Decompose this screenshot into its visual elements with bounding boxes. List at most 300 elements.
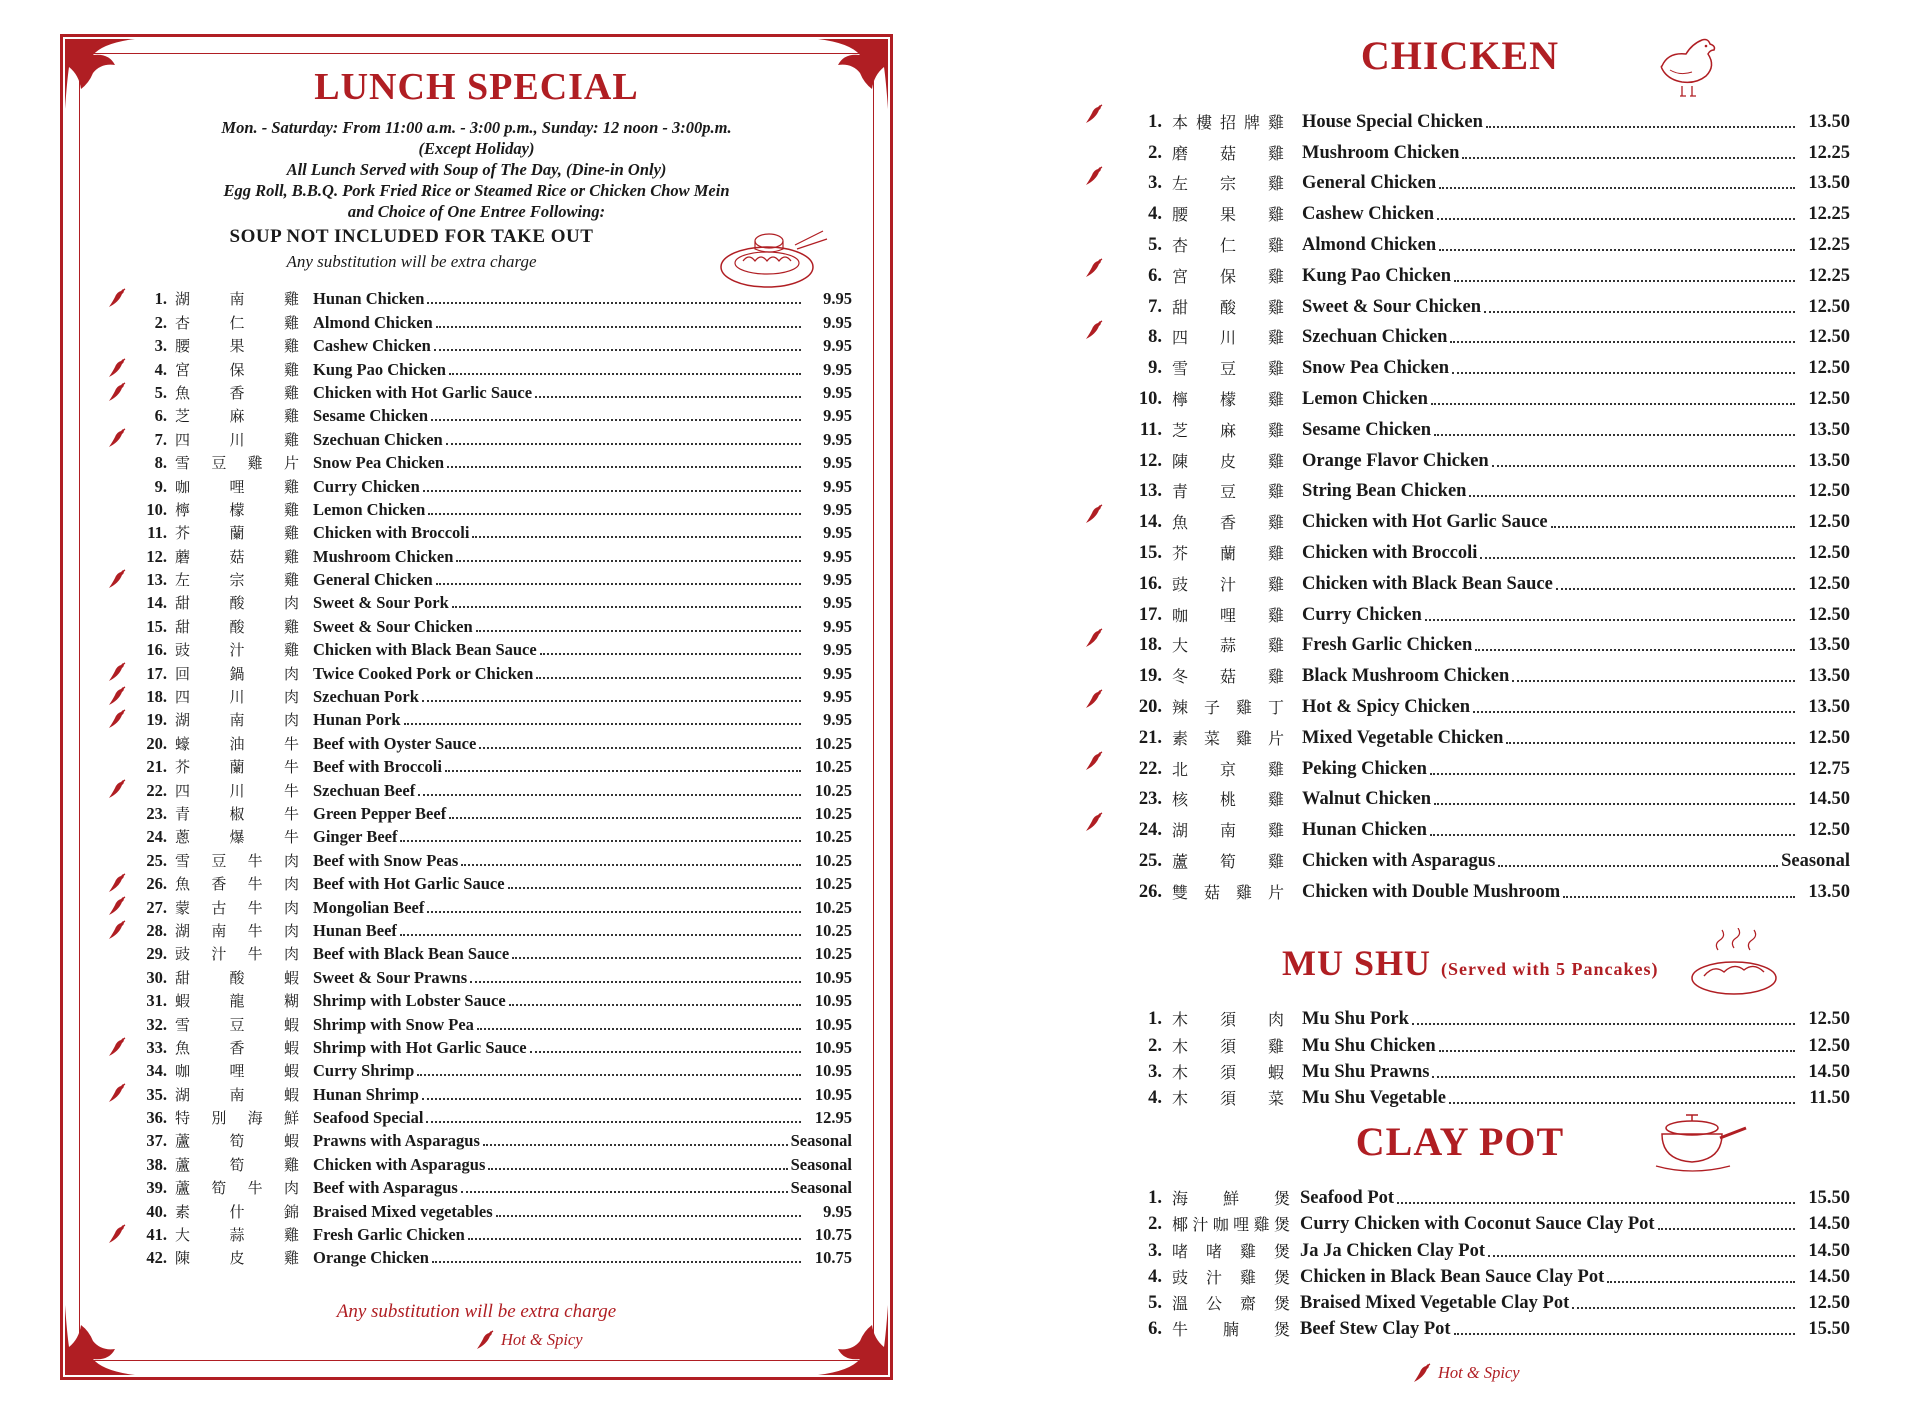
item-price: 12.50 xyxy=(1808,604,1850,625)
menu-item xyxy=(107,497,852,520)
dot-leader xyxy=(426,1121,801,1123)
item-chinese-name xyxy=(175,990,299,1011)
chinese-character: 保 xyxy=(229,360,245,379)
item-number: 18. xyxy=(146,687,167,707)
chinese-character: 雪 xyxy=(175,454,191,473)
chinese-character: 豉 xyxy=(175,945,191,964)
item-name: Hunan Pork xyxy=(313,710,401,730)
chinese-character: 筍 xyxy=(211,1179,227,1198)
item-chinese-name xyxy=(1172,818,1284,841)
item-price: 15.50 xyxy=(1808,1319,1850,1340)
item-chinese-name xyxy=(175,803,299,824)
dot-leader xyxy=(449,817,801,819)
item-chinese-name xyxy=(1172,418,1284,441)
item-price: 12.50 xyxy=(1808,727,1850,748)
chinese-character: 仁 xyxy=(1219,235,1236,255)
chinese-character: 川 xyxy=(1219,328,1236,348)
item-price: 12.50 xyxy=(1808,1035,1850,1056)
chinese-character: 肉 xyxy=(283,1179,299,1198)
chinese-character: 牛 xyxy=(283,828,299,847)
item-chinese-name xyxy=(1172,1265,1290,1288)
chinese-character: 芥 xyxy=(175,524,191,543)
menu-item xyxy=(1070,656,1850,687)
chinese-character: 宮 xyxy=(175,360,191,379)
item-chinese-name xyxy=(1172,264,1284,287)
menu-item xyxy=(107,988,852,1011)
item-number: 2. xyxy=(1148,1035,1162,1056)
menu-item xyxy=(1070,626,1850,657)
dot-leader xyxy=(1484,311,1795,313)
item-price: 10.25 xyxy=(814,733,852,753)
item-number: 6. xyxy=(154,406,167,426)
chinese-character: 蘆 xyxy=(175,1155,191,1174)
item-name: Fresh Garlic Chicken xyxy=(1302,635,1473,656)
item-price: 9.95 xyxy=(823,640,852,660)
item-name: Chicken with Black Bean Sauce xyxy=(1302,573,1553,594)
item-name: Beef with Hot Garlic Sauce xyxy=(313,874,505,894)
item-price: 14.50 xyxy=(1808,1061,1850,1082)
menu-item xyxy=(1070,872,1850,903)
item-price: 14.50 xyxy=(1808,1214,1850,1235)
chinese-character: 雪 xyxy=(1172,359,1189,379)
chinese-character: 核 xyxy=(1172,790,1189,810)
chinese-character: 芥 xyxy=(175,758,191,777)
chinese-character: 北 xyxy=(1172,759,1189,779)
chinese-character: 雞 xyxy=(283,547,299,566)
chinese-character: 雞 xyxy=(283,337,299,356)
item-name: Hunan Chicken xyxy=(1302,820,1427,841)
item-chinese-name xyxy=(1172,479,1284,502)
chinese-character: 雞 xyxy=(283,383,299,402)
item-price: 10.25 xyxy=(814,874,852,894)
item-chinese-name xyxy=(175,1154,299,1175)
chinese-character: 蝦 xyxy=(175,992,191,1011)
chinese-character: 須 xyxy=(1219,1010,1236,1030)
chinese-character: 左 xyxy=(175,571,191,590)
lunch-hours: Mon. - Saturday: From 11:00 a.m. - 3:00 p.m., Sunday: 12 noon - 3:00p.m. xyxy=(221,118,732,137)
menu-item xyxy=(107,871,852,894)
chinese-character: 牛 xyxy=(247,875,263,894)
chinese-character: 爆 xyxy=(229,828,245,847)
item-number: 31. xyxy=(146,991,167,1011)
dot-leader xyxy=(1432,1076,1795,1078)
item-number: 19. xyxy=(1138,666,1162,687)
item-chinese-name xyxy=(1172,1317,1290,1340)
chinese-character: 雞 xyxy=(283,524,299,543)
item-name: Curry Chicken xyxy=(1302,604,1422,625)
chinese-character: 雪 xyxy=(175,1015,191,1034)
item-number: 38. xyxy=(146,1154,167,1174)
item-chinese-name xyxy=(175,288,299,309)
chinese-character: 豆 xyxy=(211,454,227,473)
menu-item xyxy=(107,730,852,753)
item-price: 12.50 xyxy=(1808,358,1850,379)
item-price: 10.25 xyxy=(814,850,852,870)
chinese-character: 酸 xyxy=(229,594,245,613)
chinese-character: 菇 xyxy=(1219,667,1236,687)
item-number: 25. xyxy=(146,850,167,870)
item-name: Almond Chicken xyxy=(313,312,433,332)
chinese-character: 豆 xyxy=(211,851,227,870)
item-price: 12.75 xyxy=(1808,758,1850,779)
chinese-character: 陳 xyxy=(1172,451,1189,471)
chinese-character: 牛 xyxy=(283,734,299,753)
chinese-character: 特 xyxy=(175,1109,191,1128)
item-chinese-name xyxy=(175,359,299,380)
chinese-character: 甜 xyxy=(175,968,191,987)
item-name: Sesame Chicken xyxy=(313,406,429,426)
item-number: 9. xyxy=(154,476,167,496)
menu-item xyxy=(107,403,852,426)
item-chinese-name xyxy=(1172,849,1284,872)
chinese-character: 溫 xyxy=(1172,1293,1189,1313)
chinese-character: 蘭 xyxy=(229,524,245,543)
menu-item xyxy=(107,286,852,309)
chinese-character: 蝦 xyxy=(283,1038,299,1057)
chinese-character: 椒 xyxy=(229,804,245,823)
menu-item xyxy=(1070,133,1850,164)
menu-item xyxy=(1070,1057,1850,1083)
dot-leader xyxy=(1486,126,1795,128)
dot-leader xyxy=(400,840,801,842)
chinese-character: 牛 xyxy=(283,781,299,800)
item-name: Seafood Pot xyxy=(1300,1188,1395,1209)
chinese-character: 香 xyxy=(211,875,227,894)
item-number: 1. xyxy=(154,289,167,309)
item-number: 22. xyxy=(146,780,167,800)
chinese-character: 筍 xyxy=(229,1155,245,1174)
item-price: 12.50 xyxy=(1808,1009,1850,1030)
chili-pepper-icon xyxy=(1412,1362,1432,1384)
chinese-character: 辣 xyxy=(1172,697,1189,717)
chinese-character: 雞 xyxy=(1267,821,1284,841)
menu-item xyxy=(1070,379,1850,410)
item-name: Green Pepper Beef xyxy=(313,803,447,823)
chinese-character: 雞 xyxy=(283,641,299,660)
chinese-character: 木 xyxy=(1172,1036,1189,1056)
chili-pepper-icon xyxy=(1084,165,1104,187)
item-chinese-name xyxy=(1172,1034,1284,1057)
item-number: 11. xyxy=(147,523,167,543)
item-number: 5. xyxy=(1148,1292,1162,1313)
dot-leader xyxy=(1475,649,1795,651)
menu-item xyxy=(1070,718,1850,749)
chinese-character: 檸 xyxy=(175,500,191,519)
menu-item xyxy=(107,426,852,449)
menu-item xyxy=(1070,595,1850,626)
item-number: 13. xyxy=(1138,481,1162,502)
hot-spicy-legend xyxy=(475,1329,583,1351)
item-chinese-name xyxy=(175,663,299,684)
item-name: Curry Chicken with Coconut Sauce Clay Pot xyxy=(1300,1214,1655,1235)
chinese-character: 椰 xyxy=(1172,1215,1189,1235)
chinese-character: 菇 xyxy=(1219,143,1236,163)
item-chinese-name xyxy=(175,569,299,590)
chinese-character: 咖 xyxy=(175,477,191,496)
item-number: 3. xyxy=(1148,173,1162,194)
chili-pepper-icon xyxy=(1084,103,1104,125)
dot-leader xyxy=(1452,372,1795,374)
item-name: Chicken with Hot Garlic Sauce xyxy=(313,382,533,402)
item-price: 9.95 xyxy=(823,359,852,379)
chinese-character: 冬 xyxy=(1172,667,1189,687)
item-name: Beef with Asparagus xyxy=(313,1178,458,1198)
chinese-character: 南 xyxy=(229,1085,245,1104)
item-number: 12. xyxy=(146,546,167,566)
chinese-character: 素 xyxy=(1172,728,1189,748)
chinese-character: 豆 xyxy=(1219,359,1236,379)
item-name: Sweet & Sour Chicken xyxy=(1302,296,1482,317)
chinese-character: 牌 xyxy=(1243,112,1260,132)
item-name: House Special Chicken xyxy=(1302,111,1483,132)
chinese-character: 雞 xyxy=(283,290,299,309)
item-number: 4. xyxy=(1148,204,1162,225)
chinese-character: 南 xyxy=(1219,821,1236,841)
lunch-footer-note: Any substitution will be extra charge xyxy=(336,1301,617,1322)
chinese-character: 四 xyxy=(1172,328,1189,348)
lunch-menu-list xyxy=(107,286,852,1268)
item-name: Chicken with Hot Garlic Sauce xyxy=(1302,512,1548,533)
dot-leader xyxy=(461,1191,788,1193)
item-number: 3. xyxy=(1148,1240,1162,1261)
chinese-character: 雞 xyxy=(1267,605,1284,625)
dot-leader xyxy=(422,1098,801,1100)
item-chinese-name xyxy=(1172,202,1284,225)
item-price: 9.95 xyxy=(823,429,852,449)
dot-leader xyxy=(428,513,801,515)
item-chinese-name xyxy=(175,335,299,356)
chili-pepper-icon xyxy=(1084,627,1104,649)
item-name: Hunan Shrimp xyxy=(313,1084,419,1104)
chinese-character: 大 xyxy=(1172,636,1189,656)
chinese-character: 片 xyxy=(1267,882,1284,902)
item-name: Seafood Special xyxy=(313,1108,424,1128)
item-price: 13.50 xyxy=(1808,173,1850,194)
chinese-character: 湖 xyxy=(1172,821,1189,841)
dot-leader xyxy=(1434,803,1795,805)
chinese-character: 肉 xyxy=(283,688,299,707)
item-price: 12.50 xyxy=(1808,512,1850,533)
chinese-character: 杏 xyxy=(1172,235,1189,255)
dot-leader xyxy=(461,864,801,866)
item-name: Beef with Black Bean Sauce xyxy=(313,944,510,964)
menu-item xyxy=(107,1128,852,1151)
item-price: 12.50 xyxy=(1808,327,1850,348)
item-chinese-name xyxy=(1172,233,1284,256)
chinese-character: 須 xyxy=(1219,1062,1236,1082)
chinese-character: 雞 xyxy=(247,454,263,473)
chili-pepper-icon xyxy=(107,1082,127,1104)
chinese-character: 雞 xyxy=(1267,328,1284,348)
chinese-character: 南 xyxy=(211,921,227,940)
hen-icon xyxy=(1652,36,1726,98)
menu-item xyxy=(107,1151,852,1174)
dot-leader xyxy=(1434,434,1795,436)
chinese-character: 油 xyxy=(229,734,245,753)
item-chinese-name xyxy=(175,312,299,333)
chinese-character: 鍋 xyxy=(229,664,245,683)
dot-leader xyxy=(452,606,801,608)
item-number: 4. xyxy=(1148,1088,1162,1109)
item-chinese-name xyxy=(175,826,299,847)
item-name: Shrimp with Lobster Sauce xyxy=(313,991,506,1011)
item-name: Lemon Chicken xyxy=(1302,388,1428,409)
chinese-character: 肉 xyxy=(283,945,299,964)
chinese-character: 川 xyxy=(229,688,245,707)
chinese-character: 汁 xyxy=(229,641,245,660)
menu-item xyxy=(107,1058,852,1081)
chinese-character: 甜 xyxy=(175,594,191,613)
item-name: Beef with Snow Peas xyxy=(313,850,459,870)
chinese-character: 磨 xyxy=(1172,143,1189,163)
lunch-sides-note: Egg Roll, B.B.Q. Pork Fried Rice or Steamed Rice or Chicken Chow Mein xyxy=(223,181,730,200)
item-price: 9.95 xyxy=(823,687,852,707)
chinese-character: 筍 xyxy=(1219,851,1236,871)
menu-item xyxy=(107,1222,852,1245)
dish-illustration-icon xyxy=(715,217,835,297)
chili-pepper-icon xyxy=(1084,811,1104,833)
chinese-character: 肉 xyxy=(1267,1010,1284,1030)
dot-leader xyxy=(483,1144,788,1146)
chinese-character: 肉 xyxy=(283,851,299,870)
chinese-character: 青 xyxy=(175,804,191,823)
dot-leader xyxy=(1488,1255,1795,1257)
chinese-character: 南 xyxy=(229,711,245,730)
item-price: 10.25 xyxy=(814,944,852,964)
menu-item xyxy=(107,333,852,356)
item-price: 13.50 xyxy=(1808,419,1850,440)
chinese-character: 香 xyxy=(229,1038,245,1057)
chinese-character: 牛 xyxy=(283,804,299,823)
chinese-character: 雞 xyxy=(1267,1036,1284,1056)
dot-leader xyxy=(418,794,801,796)
menu-item xyxy=(107,613,852,636)
chinese-character: 啫 xyxy=(1172,1241,1189,1261)
item-number: 11. xyxy=(1139,419,1162,440)
menu-item xyxy=(107,941,852,964)
item-name: Chicken with Asparagus xyxy=(1302,850,1496,871)
menu-item xyxy=(107,964,852,987)
chinese-character: 煲 xyxy=(1273,1293,1290,1313)
item-name: Almond Chicken xyxy=(1302,234,1437,255)
item-chinese-name xyxy=(1172,633,1284,656)
item-number: 21. xyxy=(146,757,167,777)
item-name: General Chicken xyxy=(1302,173,1437,194)
chinese-character: 鮮 xyxy=(1222,1189,1239,1209)
item-name: Walnut Chicken xyxy=(1302,789,1432,810)
item-name: Black Mushroom Chicken xyxy=(1302,666,1510,687)
menu-item xyxy=(107,1035,852,1058)
chinese-character: 仁 xyxy=(229,313,245,332)
item-number: 9. xyxy=(1148,358,1162,379)
chinese-character: 腰 xyxy=(1172,205,1189,225)
item-name: Chicken with Broccoli xyxy=(1302,542,1478,563)
chili-pepper-icon xyxy=(107,895,127,917)
item-name: Sesame Chicken xyxy=(1302,419,1431,440)
item-price: 9.95 xyxy=(823,593,852,613)
chinese-character: 宗 xyxy=(229,571,245,590)
chinese-character: 菇 xyxy=(229,547,245,566)
chinese-character: 煲 xyxy=(1273,1267,1290,1287)
item-name: Fresh Garlic Chicken xyxy=(313,1225,465,1245)
item-number: 5. xyxy=(1148,234,1162,255)
item-chinese-name xyxy=(175,405,299,426)
menu-item xyxy=(107,1175,852,1198)
chinese-character: 雞 xyxy=(1267,235,1284,255)
chili-pepper-icon xyxy=(107,357,127,379)
item-number: 5. xyxy=(154,382,167,402)
item-name: Kung Pao Chicken xyxy=(1302,265,1452,286)
item-number: 6. xyxy=(1148,1319,1162,1340)
dot-leader xyxy=(447,466,801,468)
dot-leader xyxy=(1439,1050,1795,1052)
item-chinese-name xyxy=(1172,572,1284,595)
chinese-character: 回 xyxy=(175,664,191,683)
item-name: Shrimp with Hot Garlic Sauce xyxy=(313,1037,527,1057)
item-number: 25. xyxy=(1138,850,1162,871)
chinese-character: 哩 xyxy=(1233,1215,1250,1235)
item-price: 10.95 xyxy=(814,1061,852,1081)
dot-leader xyxy=(540,653,801,655)
mushu-plate-icon xyxy=(1688,928,1780,998)
item-price: Seasonal xyxy=(790,1131,852,1151)
chinese-character: 芝 xyxy=(1172,420,1189,440)
chinese-character: 啫 xyxy=(1205,1241,1222,1261)
chinese-character: 木 xyxy=(1172,1062,1189,1082)
chinese-character: 本 xyxy=(1172,112,1189,132)
chinese-character: 魚 xyxy=(175,875,191,894)
item-name: General Chicken xyxy=(313,570,433,590)
chinese-character: 桃 xyxy=(1219,790,1236,810)
item-price: 12.50 xyxy=(1808,388,1850,409)
dot-leader xyxy=(446,443,801,445)
chili-pepper-icon xyxy=(107,685,127,707)
chinese-character: 蝦 xyxy=(283,968,299,987)
menu-item xyxy=(107,894,852,917)
item-name: Chicken with Double Mushroom xyxy=(1302,881,1561,902)
item-number: 15. xyxy=(1138,542,1162,563)
dot-leader xyxy=(423,490,801,492)
menu-item xyxy=(107,801,852,824)
item-number: 19. xyxy=(146,710,167,730)
chinese-character: 雞 xyxy=(1235,882,1252,902)
chinese-character: 芝 xyxy=(175,407,191,426)
item-number: 42. xyxy=(146,1248,167,1268)
item-chinese-name xyxy=(1172,880,1284,903)
item-price: 9.95 xyxy=(823,523,852,543)
chinese-character: 雞 xyxy=(1267,143,1284,163)
chinese-character: 雞 xyxy=(283,1249,299,1268)
item-name: Ja Ja Chicken Clay Pot xyxy=(1300,1240,1485,1261)
item-chinese-name xyxy=(1172,1291,1290,1314)
menu-item xyxy=(1070,256,1850,287)
item-name: Chicken in Black Bean Sauce Clay Pot xyxy=(1300,1266,1605,1287)
chinese-character: 汁 xyxy=(1219,574,1236,594)
dot-leader xyxy=(1412,1023,1795,1025)
item-chinese-name xyxy=(175,616,299,637)
chinese-character: 牛 xyxy=(283,758,299,777)
chili-pepper-icon xyxy=(107,708,127,730)
dot-leader xyxy=(479,747,801,749)
item-name: Curry Shrimp xyxy=(313,1061,415,1081)
item-chinese-name xyxy=(175,1037,299,1058)
chinese-character: 木 xyxy=(1172,1010,1189,1030)
item-chinese-name xyxy=(1172,603,1284,626)
item-name: Hot & Spicy Chicken xyxy=(1302,696,1471,717)
chinese-character: 皮 xyxy=(1219,451,1236,471)
item-chinese-name xyxy=(1172,325,1284,348)
chinese-character: 丁 xyxy=(1267,697,1284,717)
